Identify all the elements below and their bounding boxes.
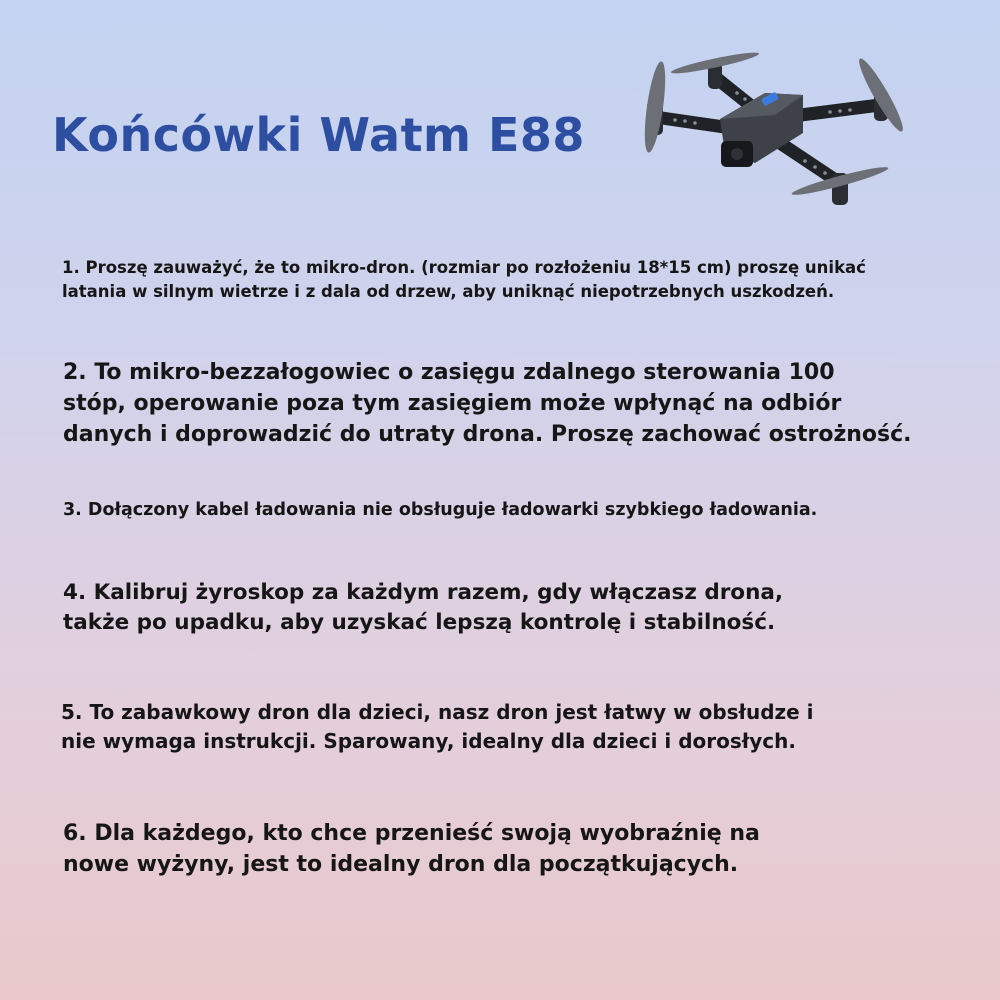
note-5: 5. To zabawkowy dron dla dzieci, nasz dron jest łatwy w obsłudze i nie wymaga instrukcji. Sparowany, idealny dla dzieci i dorosłych.: [61, 700, 814, 753]
note-2: 2. To mikro-bezzałogowiec o zasięgu zdalnego sterowania 100 stóp, operowanie poza tym zasięgiem może wpłynąć na odbiór danych i doprowadzić do utraty drona. Proszę zachować ostrożność.: [63, 360, 912, 447]
note-4: 4. Kalibruj żyroskop za każdym razem, gdy włączasz drona, także po upadku, aby uzyskać lepszą kontrolę i stabilność.: [63, 580, 784, 635]
note-1: 1. Proszę zauważyć, że to mikro-dron. (rozmiar po rozłożeniu 18*15 cm) proszę unikać latania w silnym wietrze i z dala od drzew, aby uniknąć niepotrzebnych uszkodzeń.: [62, 258, 866, 301]
drone-icon: [625, 35, 925, 235]
note-6: 6. Dla każdego, kto chce przenieść swoją wyobraźnię na nowe wyżyny, jest to idealny dron dla początkujących.: [63, 821, 760, 877]
note-3: 3. Dołączony kabel ładowania nie obsługuje ładowarki szybkiego ładowania.: [63, 500, 818, 520]
page-title: Końcówki Watm E88: [52, 108, 585, 162]
